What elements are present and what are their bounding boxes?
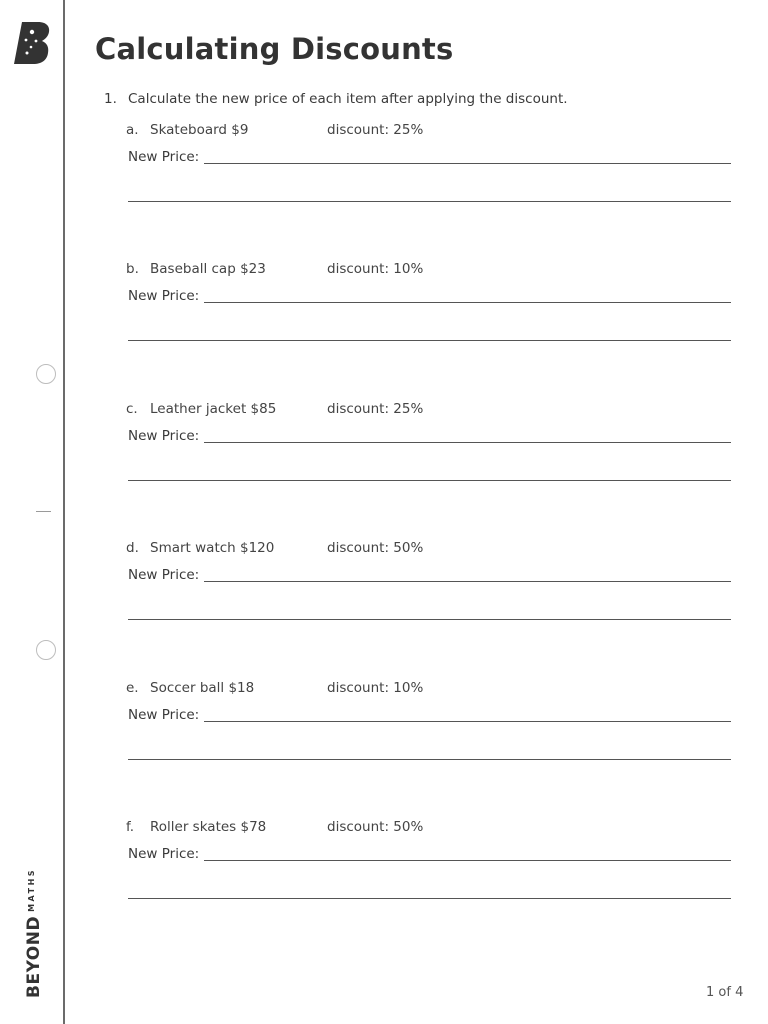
new-price-label: New Price: (128, 846, 200, 862)
new-price-label: New Price: (128, 428, 200, 444)
brand-wordmark (24, 868, 44, 998)
working-line[interactable] (128, 898, 731, 899)
item-name-price: Baseball cap $23 (150, 261, 266, 277)
fold-mark (36, 511, 51, 512)
new-price-label: New Price: (128, 288, 200, 304)
item-discount: discount: 10% (327, 261, 424, 277)
new-price-answer-line[interactable] (204, 162, 731, 164)
instruction-text: Calculate the new price of each item after applying the discount. (128, 91, 568, 107)
brand-name-primary: BEYOND (24, 915, 44, 998)
problem-c (126, 401, 731, 444)
item-discount: discount: 25% (327, 401, 424, 417)
new-price-label: New Price: (128, 707, 200, 723)
problem-letter: b. (126, 261, 139, 277)
binder-hole-bottom (36, 640, 56, 660)
working-line[interactable] (128, 480, 731, 481)
problem-a (126, 122, 731, 165)
working-line[interactable] (128, 619, 731, 620)
new-price-answer-line[interactable] (204, 720, 731, 722)
item-discount: discount: 10% (327, 680, 424, 696)
problem-letter: a. (126, 122, 139, 138)
problem-letter: c. (126, 401, 138, 417)
problem-f (126, 819, 731, 862)
item-discount: discount: 50% (327, 540, 424, 556)
question-number: 1. (104, 91, 117, 107)
item-name-price: Roller skates $78 (150, 819, 267, 835)
binder-hole-top (36, 364, 56, 384)
new-price-label: New Price: (128, 567, 200, 583)
new-price-answer-line[interactable] (204, 301, 731, 303)
new-price-answer-line[interactable] (204, 441, 731, 443)
problem-letter: f. (126, 819, 135, 835)
beyond-b-logo-icon (14, 20, 52, 66)
problem-letter: d. (126, 540, 139, 556)
page-title: Calculating Discounts (95, 32, 454, 66)
problem-b (126, 261, 731, 304)
new-price-answer-line[interactable] (204, 580, 731, 582)
item-discount: discount: 50% (327, 819, 424, 835)
item-discount: discount: 25% (327, 122, 424, 138)
question-instruction (104, 91, 568, 107)
margin-rule (63, 0, 65, 1024)
page-indicator: 1 of 4 (706, 985, 744, 1000)
problem-d (126, 540, 731, 583)
item-name-price: Leather jacket $85 (150, 401, 277, 417)
item-name-price: Soccer ball $18 (150, 680, 255, 696)
brand-name-secondary: MATHS (27, 867, 36, 912)
working-line[interactable] (128, 340, 731, 341)
new-price-label: New Price: (128, 149, 200, 165)
working-line[interactable] (128, 201, 731, 202)
problem-letter: e. (126, 680, 139, 696)
item-name-price: Smart watch $120 (150, 540, 275, 556)
new-price-answer-line[interactable] (204, 859, 731, 861)
problem-e (126, 680, 731, 723)
working-line[interactable] (128, 759, 731, 760)
item-name-price: Skateboard $9 (150, 122, 249, 138)
